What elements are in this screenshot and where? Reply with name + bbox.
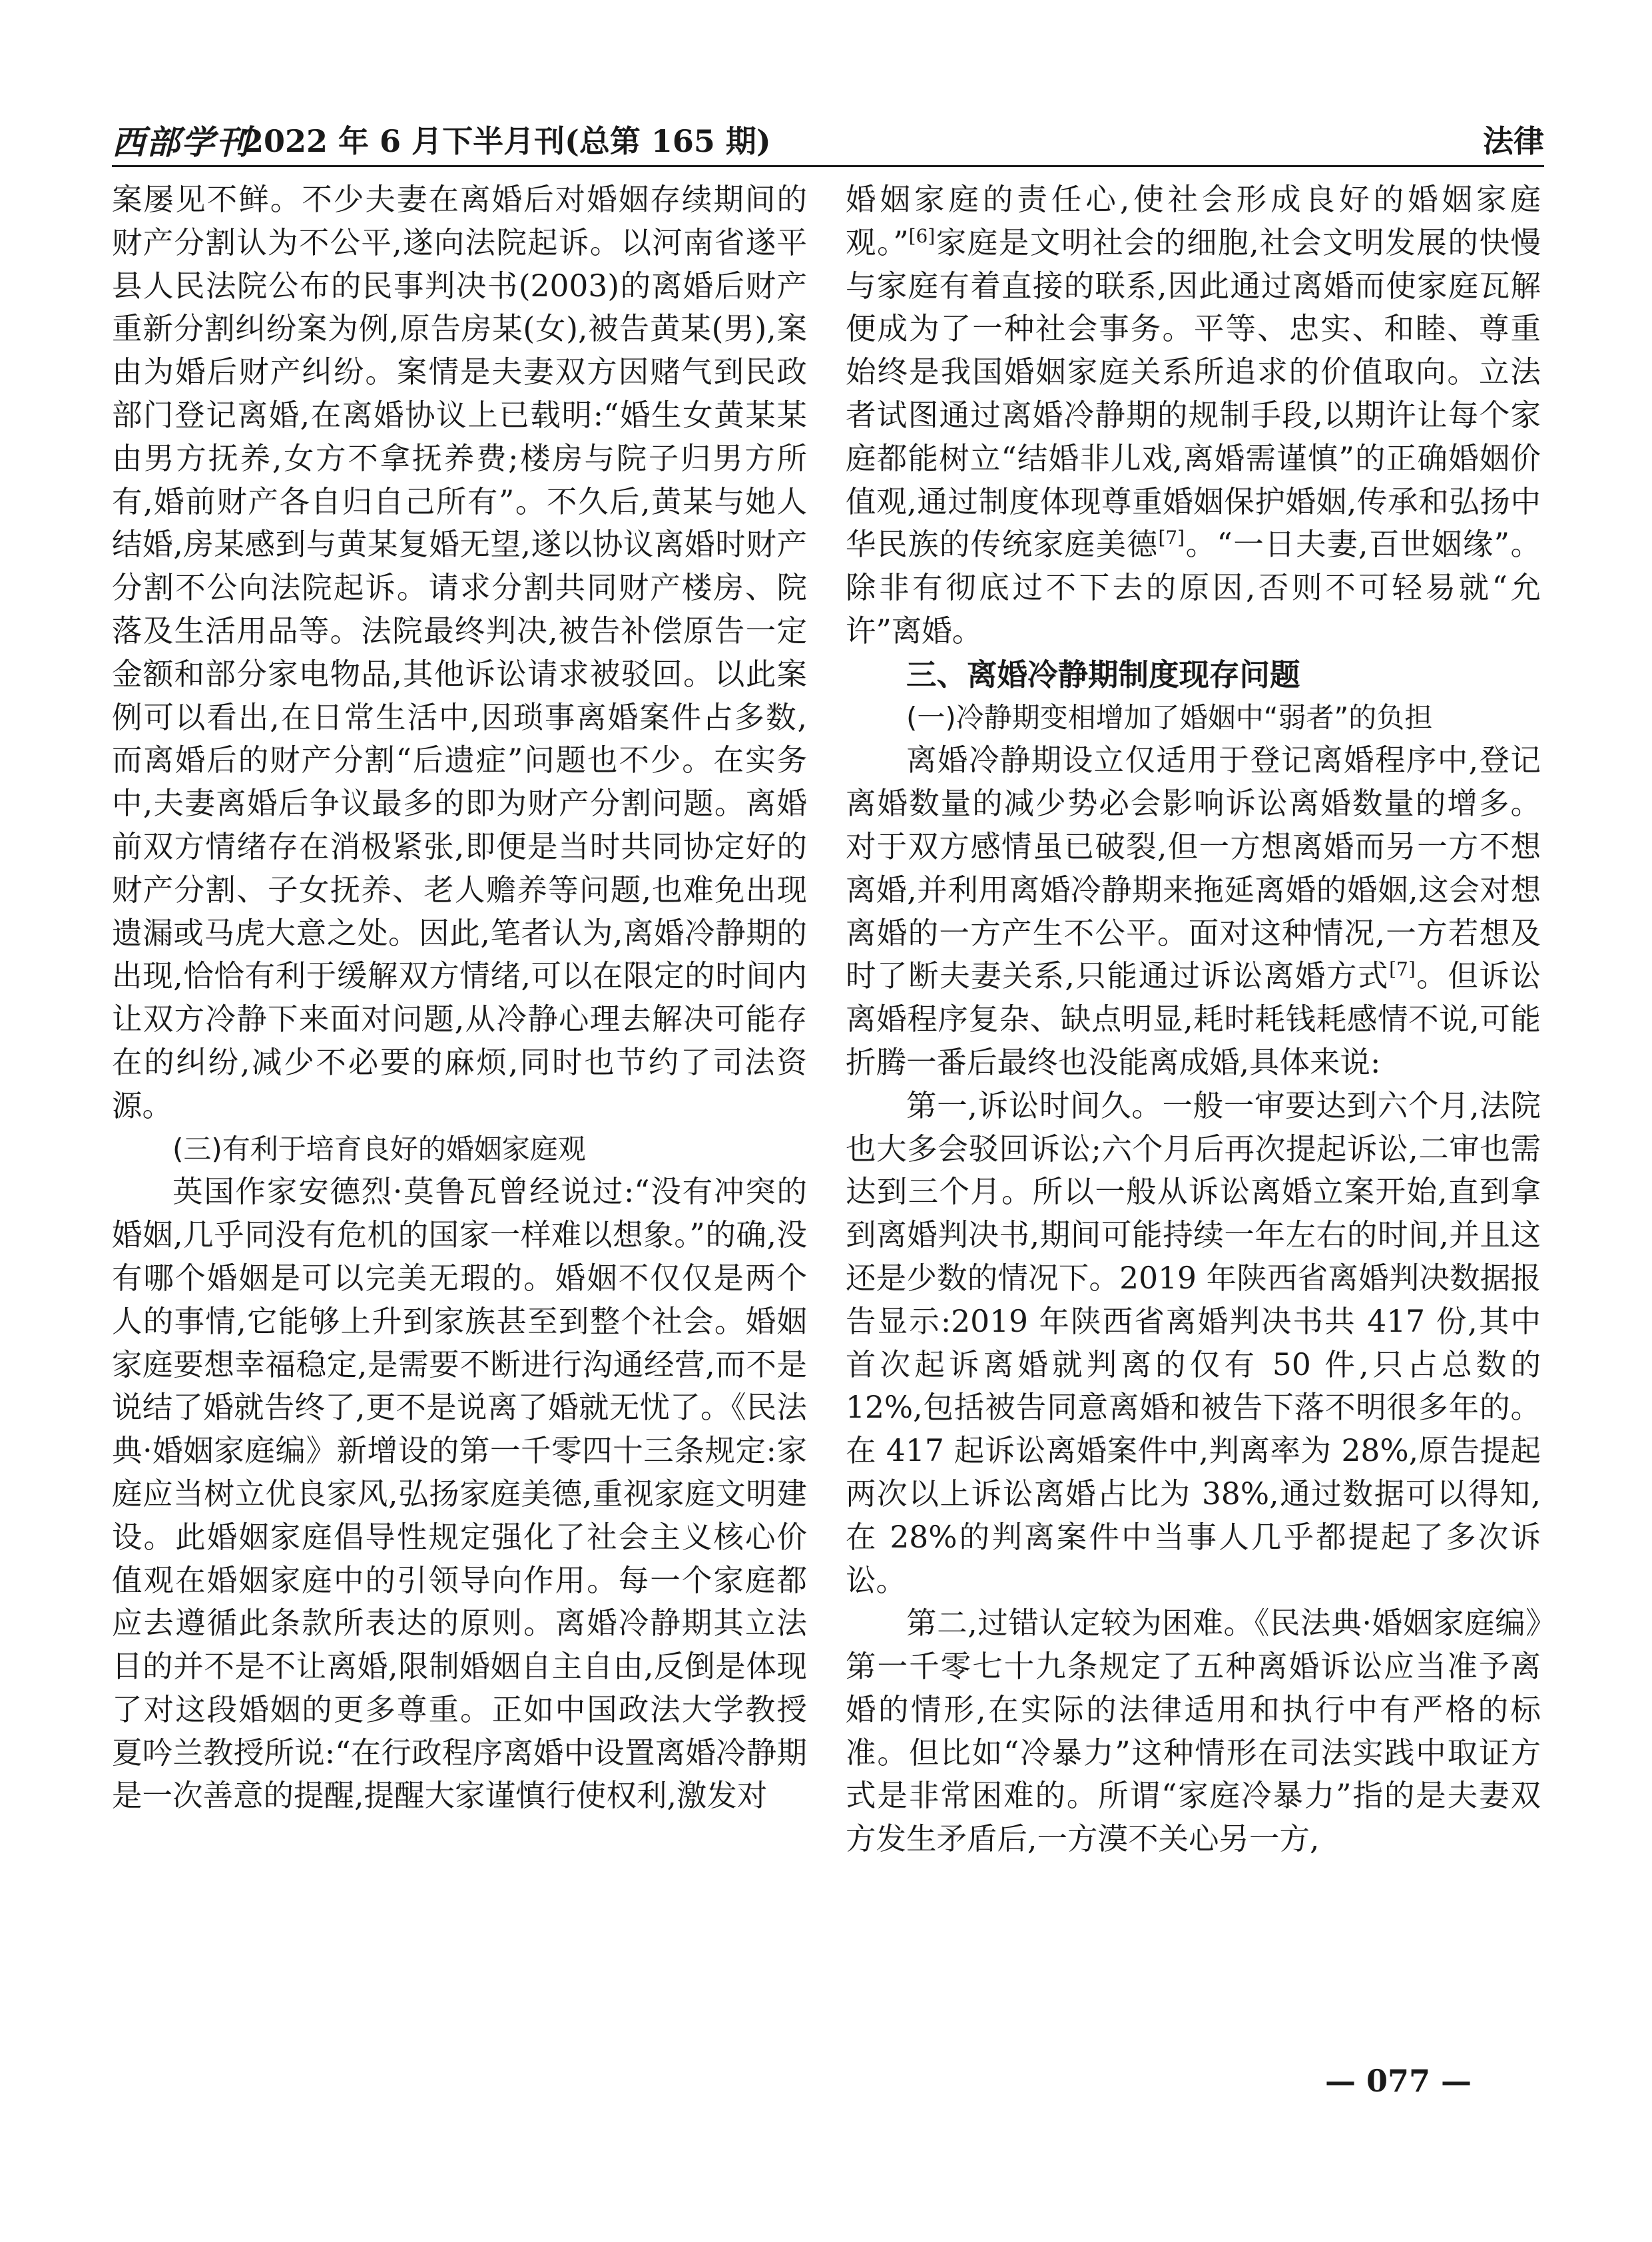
paragraph: 英国作家安德烈·莫鲁瓦曾经说过:“没有冲突的婚姻,几乎同没有危机的国家一样难以想象。”的确,没有哪个婚姻是可以完美无瑕的。婚姻不仅仅是两个人的事情,它能够上升到家族甚至到整个社会。婚姻家庭要想幸福稳定,是需要不断进行沟通经营,而不是说结了婚就告终了,更不是说离了婚就无忧了。《民法典·婚姻家庭编》新增设的第一千零四十三条规定:家庭应当树立优良家风,弘扬家庭美德,重视家庭文明建设。此婚姻家庭倡导性规定强化了社会主义核心价值观在婚姻家庭中的引领导向作用。每一个家庭都应去遵循此条款所表达的原则。离婚冷静期其立法目的并不是不让离婚,限制婚姻自主自由,反倒是体现了对这段婚姻的更多尊重。正如中国政法大学教授夏吟兰教授所说:“在行政程序离婚中设置离婚冷静期是一次善意的提醒,提醒大家谨慎行使权利,激发对 [112, 1174, 807, 1814]
text-span: 离婚冷静期设立仅适用于登记离婚程序中,登记离婚数量的减少势必会影响诉讼离婚数量的增多。对于双方感情虽已破裂,但一方想离婚而另一方不想离婚,并利用离婚冷静期来拖延离婚的婚姻,这会对想离婚的一方产生不公平。面对这种情况,一方若想及时了断夫妻关系,只能通过诉讼离婚方式 [846, 742, 1541, 994]
paragraph [846, 739, 1541, 1084]
paragraph: 案屡见不鲜。不少夫妻在离婚后对婚姻存续期间的财产分割认为不公平,遂向法院起诉。以河南省遂平县人民法院公布的民事判决书(2003)的离婚后财产重新分割纠纷案为例,原告房某(女),被告黄某(男),案由为婚后财产纠纷。案情是夫妻双方因赌气到民政部门登记离婚,在离婚协议上已载明:“婚生女黄某某由男方抚养,女方不拿抚养费;楼房与院子归男方所有,婚前财产各自归自己所有”。不久后,黄某与她人结婚,房某感到与黄某复婚无望,遂以协议离婚时财产分割不公向法院起诉。请求分割共同财产楼房、院落及生活用品等。法院最终判决,被告补偿原告一定金额和部分家电物品,其他诉讼请求被驳回。以此案例可以看出,在日常生活中,因琐事离婚案件占多数,而离婚后的财产分割“后遗症”问题也不少。在实务中,夫妻离婚后争议最多的即为财产分割问题。离婚前双方情绪存在消极紧张,即便是当时共同协定好的财产分割、子女抚养、老人赡养等问题,也难免出现遗漏或马虎大意之处。因此,笔者认为,离婚冷静期的出现,恰恰有利于缓解双方情绪,可以在限定的时间内让双方冷静下来面对问题,从冷静心理去解决可能存在的纠纷,减少不必要的麻烦,同时也节约了司法资源。 [112, 182, 807, 1123]
text-span: 家庭是文明社会的细胞,社会文明发展的快慢与家庭有着直接的联系,因此通过离婚而使家庭瓦解便成为了一种社会事务。平等、忠实、和睦、尊重始终是我国婚姻家庭关系所追求的价值取向。立法者试图通过离婚冷静期的规制手段,以期许让每个家庭都能树立“结婚非儿戏,离婚需谨慎”的正确婚姻价值观,通过制度体现尊重婚姻保护婚姻,传承和弘扬中华民族的传统家庭美德 [846, 224, 1541, 563]
header-rule [112, 165, 1544, 167]
subheading: (三)有利于培育良好的婚姻家庭观 [172, 1132, 586, 1165]
text-span: 婚姻家庭的责任心,使社会形成良好的婚姻家庭观。” [846, 182, 1541, 260]
citation-ref: [7] [1158, 527, 1185, 549]
paragraph: 第一,诉讼时间久。一般一审要达到六个月,法院也大多会驳回诉讼;六个月后再次提起诉讼,二审也需达到三个月。所以一般从诉讼离婚立案开始,直到拿到离婚判决书,期间可能持续一年左右的时间,并且这还是少数的情况下。2019 年陕西省离婚判决数据报告显示:2019 年陕西省离婚判决书共 417 份,其中首次起诉离婚就判离的仅有 50 件,只占总数的 12%,包括被告同意离婚和被告下落不明很多年的。在 417 起诉讼离婚案件中,判离率为 28%,原告提起两次以上诉讼离婚占比为 38%,通过数据可以得知,在 28%的判离案件中当事人几乎都提起了多次诉讼。 [846, 1087, 1541, 1598]
left-column [112, 178, 807, 1818]
journal-issue: 2022 年 6 月下半月刊(总第 165 期) [242, 123, 771, 159]
paragraph: 第二,过错认定较为困难。《民法典·婚姻家庭编》第一千零七十九条规定了五种离婚诉讼应当准予离婚的情形,在实际的法律适用和执行中有严格的标准。但比如“冷暴力”这种情形在司法实践中取证方式是非常困难的。所谓“家庭冷暴力”指的是夫妻双方发生矛盾后,一方漠不关心另一方, [846, 1605, 1541, 1857]
right-column [846, 178, 1541, 1861]
subheading: (一)冷静期变相增加了婚姻中“弱者”的负担 [906, 701, 1433, 734]
page-number: — 077 — [1325, 2063, 1472, 2099]
text-span: 。“一日夫妻,百世姻缘”。除非有彻底过不下去的原因,否则不可轻易就“允许”离婚。 [846, 527, 1541, 649]
citation-ref: [7] [1389, 958, 1416, 981]
running-header [112, 113, 1544, 160]
section-heading: 三、离婚冷静期制度现存问题 [906, 656, 1300, 693]
text-span: 。但诉讼离婚程序复杂、缺点明显,耗时耗钱耗感情不说,可能折腾一番后最终也没能离成婚,具体来说: [846, 958, 1541, 1080]
section-label: 法律 [1483, 123, 1544, 159]
journal-logo: 西部学刊 [112, 123, 250, 162]
paragraph [846, 178, 1541, 653]
citation-ref: [6] [908, 224, 936, 247]
